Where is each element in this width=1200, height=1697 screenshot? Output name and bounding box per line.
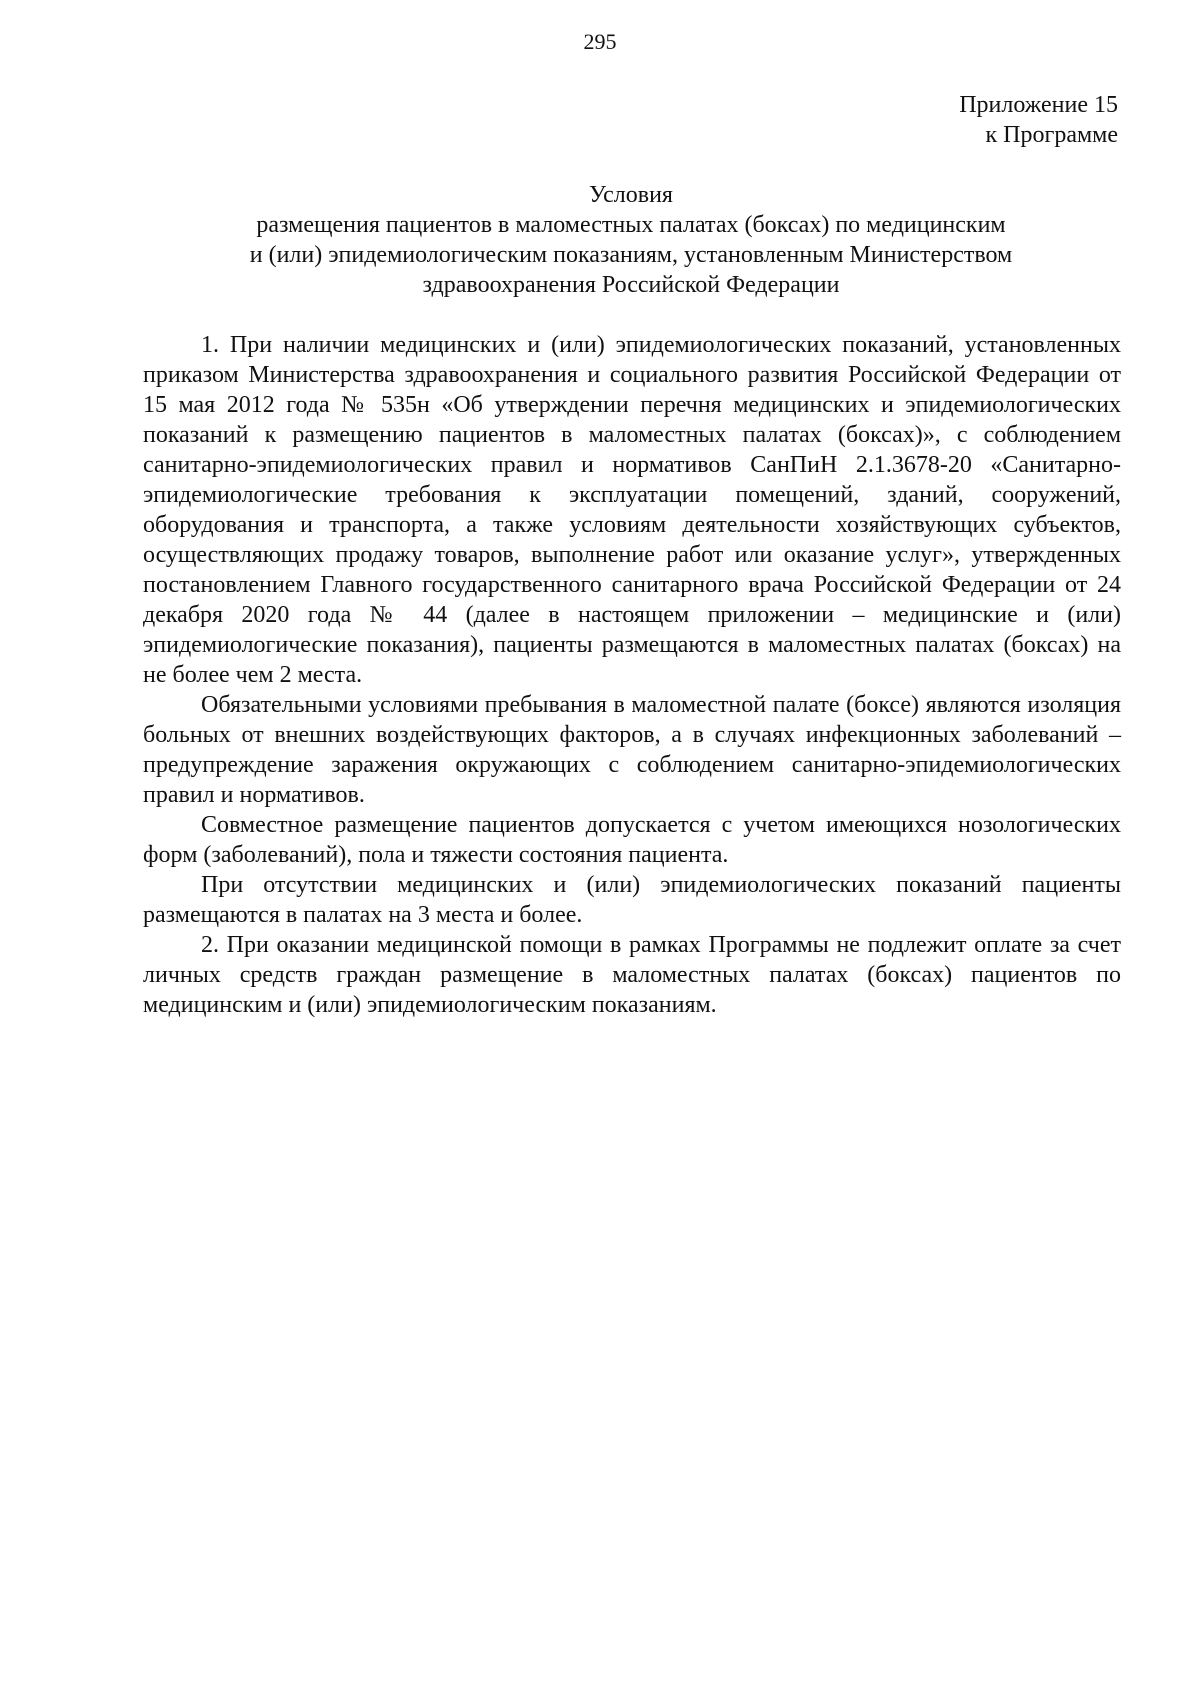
paragraph-4: При отсутствии медицинских и (или) эпидемиологических показаний пациенты размещаются в палатах на 3 места и более. — [143, 872, 1121, 928]
appendix-number: Приложение 15 — [959, 92, 1118, 118]
paragraph-1: 1. При наличии медицинских и (или) эпидемиологических показаний, установленных приказом Министерства здравоохранения и социального развития Российской Федерации от 15 мая 2012 года № 535н «Об утверждении перечня медицинских и эпидемиологических показаний к размещению пациентов в маломестных палатах (боксах)», с соблюдением санитарно-эпидемиологических правил и нормативов СанПиН 2.1.3678-20 «Санитарно-эпидемиологические требования к эксплуатации помещений, зданий, сооружений, оборудования и транспорта, а также условиям деятельности хозяйствующих субъектов, осуществляющих продажу товаров, выполнение работ или оказание услуг», утвержденных постановлением Главного государственного санитарного врача Российской Федерации от 24 декабря 2020 года № 44 (далее в настоящем приложении – медицинские и (или) эпидемиологические показания), пациенты размещаются в маломестных палатах (боксах) на не более чем 2 места. — [143, 332, 1121, 688]
title-line-2: размещения пациентов в маломестных палатах (боксах) по медицинским — [256, 212, 1006, 238]
title-line-4: здравоохранения Российской Федерации — [422, 272, 840, 298]
appendix-program: к Программе — [985, 122, 1118, 148]
paragraph-5: 2. При оказании медицинской помощи в рамках Программы не подлежит оплате за счет личных средств граждан размещение в маломестных палатах (боксах) пациентов по медицинским и (или) эпидемиологическим показаниям. — [143, 932, 1121, 1018]
paragraph-3: Совместное размещение пациентов допускается с учетом имеющихся нозологических форм (заболеваний), пола и тяжести состояния пациента. — [143, 812, 1121, 868]
document-body — [143, 330, 1121, 1020]
paragraph-2: Обязательными условиями пребывания в маломестной палате (боксе) являются изоляция больных от внешних воздействующих факторов, а в случаях инфекционных заболеваний – предупреждение заражения окружающих с соблюдением санитарно-эпидемиологических правил и нормативов. — [143, 692, 1121, 808]
page-number: 295 — [583, 29, 617, 54]
appendix-reference — [959, 90, 1118, 150]
document-title — [140, 180, 1122, 300]
title-line-1: Условия — [589, 182, 673, 208]
title-line-3: и (или) эпидемиологическим показаниям, установленным Министерством — [249, 242, 1013, 268]
